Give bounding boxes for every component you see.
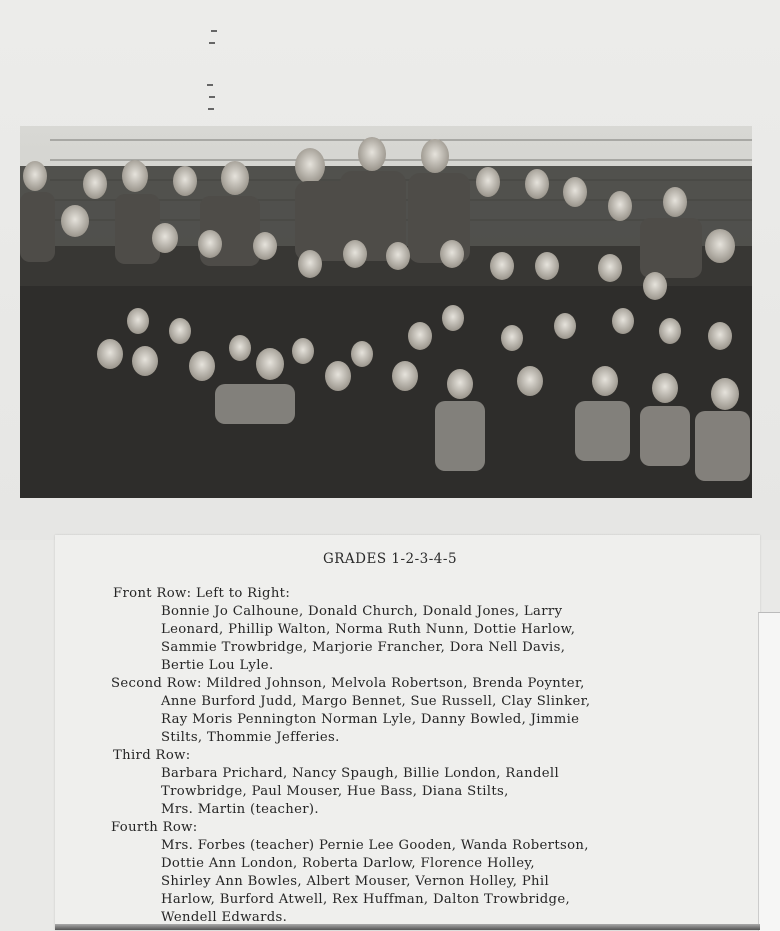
caption-line: Bertie Lou Lyle. bbox=[161, 658, 274, 673]
caption-line: Mrs. Forbes (teacher) Pernie Lee Gooden, Wanda Robertson, bbox=[161, 838, 589, 853]
caption-line: Wendell Edwards. bbox=[161, 910, 288, 925]
row-label-third: Third Row: bbox=[113, 748, 191, 763]
caption-line: Bonnie Jo Calhoune, Donald Church, Donald Jones, Larry bbox=[161, 604, 563, 619]
caption-line: Sammie Trowbridge, Marjorie Francher, Dora Nell Davis, bbox=[161, 640, 566, 655]
row-label-front: Front Row: Left to Right: bbox=[113, 586, 291, 601]
caption-line: Trowbridge, Paul Mouser, Hue Bass, Diana Stilts, bbox=[161, 784, 509, 799]
page-edge bbox=[758, 612, 780, 931]
caption-line: Ray Moris Pennington Norman Lyle, Danny Bowled, Jimmie bbox=[161, 712, 580, 727]
caption-line: Barbara Prichard, Nancy Spaugh, Billie London, Randell bbox=[161, 766, 560, 781]
caption-line: Anne Burford Judd, Margo Bennet, Sue Russell, Clay Slinker, bbox=[161, 694, 591, 709]
caption-line: Dottie Ann London, Roberta Darlow, Florence Holley, bbox=[161, 856, 535, 871]
caption-line: Harlow, Burford Atwell, Rex Huffman, Dalton Trowbridge, bbox=[161, 892, 571, 907]
class-photo bbox=[20, 126, 752, 498]
caption-text bbox=[113, 585, 590, 927]
row-label-fourth: Fourth Row: bbox=[111, 820, 198, 835]
caption-line: Stilts, Thommie Jefferies. bbox=[161, 730, 340, 745]
row-label-second: Second Row: Mildred Johnson, Melvola Robertson, Brenda Poynter, bbox=[111, 676, 585, 691]
caption-title: GRADES 1-2-3-4-5 bbox=[322, 551, 458, 567]
caption-line: Leonard, Phillip Walton, Norma Ruth Nunn, Dottie Harlow, bbox=[161, 622, 576, 637]
caption-line: Mrs. Martin (teacher). bbox=[161, 802, 319, 817]
caption-line: Shirley Ann Bowles, Albert Mouser, Vernon Holley, Phil bbox=[161, 874, 550, 889]
